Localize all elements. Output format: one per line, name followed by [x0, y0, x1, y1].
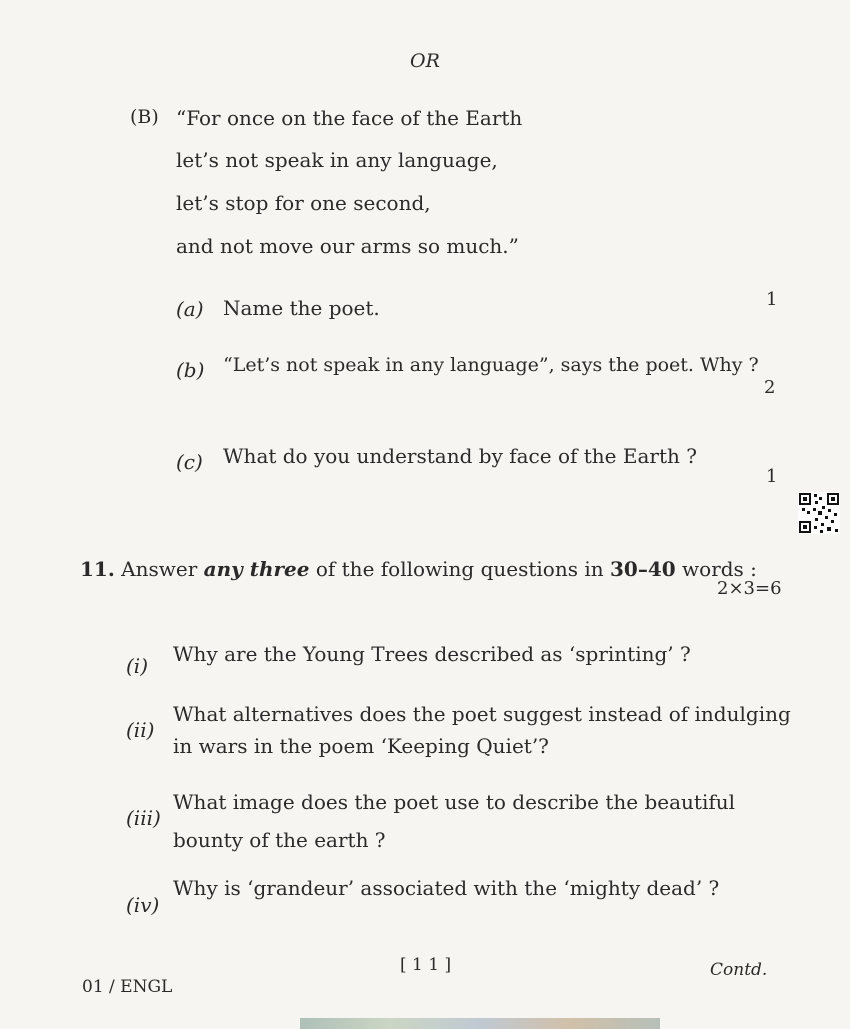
question-11-header: [80, 557, 757, 581]
item-text: Why is ‘grandeur’ associated with the ‘mighty dead’ ?: [173, 876, 720, 900]
item-text: What image does the poet use to describe the beautiful: [173, 790, 736, 814]
question-text: Answer: [121, 557, 198, 581]
question-marks: 1: [766, 466, 778, 487]
poem-line: and not move our arms so much.”: [176, 234, 519, 258]
question-text: Name the poet.: [223, 296, 380, 320]
question-text: “Let’s not speak in any language”, says the poet. Why ?: [223, 354, 759, 376]
poem-line: “For once on the face of the Earth: [176, 106, 523, 130]
question-emphasis: any three: [203, 557, 310, 581]
question-marks: 2×3=6: [717, 578, 782, 599]
question-marker: (a): [176, 297, 204, 321]
contd-label: Contd.: [710, 960, 768, 980]
item-text: What alternatives does the poet suggest instead of indulging: [173, 702, 791, 726]
item-text: Why are the Young Trees described as ‘sprinting’ ?: [173, 642, 691, 666]
question-marker: (c): [176, 450, 203, 474]
poem-line: let’s stop for one second,: [176, 191, 431, 215]
item-text: bounty of the earth ?: [173, 828, 386, 852]
question-text: words :: [682, 557, 757, 581]
question-marks: 1: [766, 289, 778, 310]
word-count: 30–40: [610, 557, 676, 581]
item-marker: (iv): [126, 893, 160, 917]
question-number: 11.: [80, 557, 115, 581]
item-marker: (iii): [126, 806, 161, 830]
question-marks: 2: [764, 377, 776, 398]
part-b-label: (B): [130, 106, 159, 128]
item-text: in wars in the poem ‘Keeping Quiet’?: [173, 734, 549, 758]
poem-line: let’s not speak in any language,: [176, 148, 498, 172]
qr-code-icon: [798, 492, 840, 534]
item-marker: (ii): [126, 718, 155, 742]
page-number: [ 1 1 ]: [400, 955, 452, 975]
paper-code: 01 / ENGL: [82, 977, 173, 997]
or-label: OR: [410, 50, 440, 72]
question-text: of the following questions in: [315, 557, 604, 581]
question-marker: (b): [176, 358, 205, 382]
scan-edge: [300, 1018, 660, 1029]
item-marker: (i): [126, 654, 149, 678]
question-text: What do you understand by face of the Earth ?: [223, 444, 697, 468]
